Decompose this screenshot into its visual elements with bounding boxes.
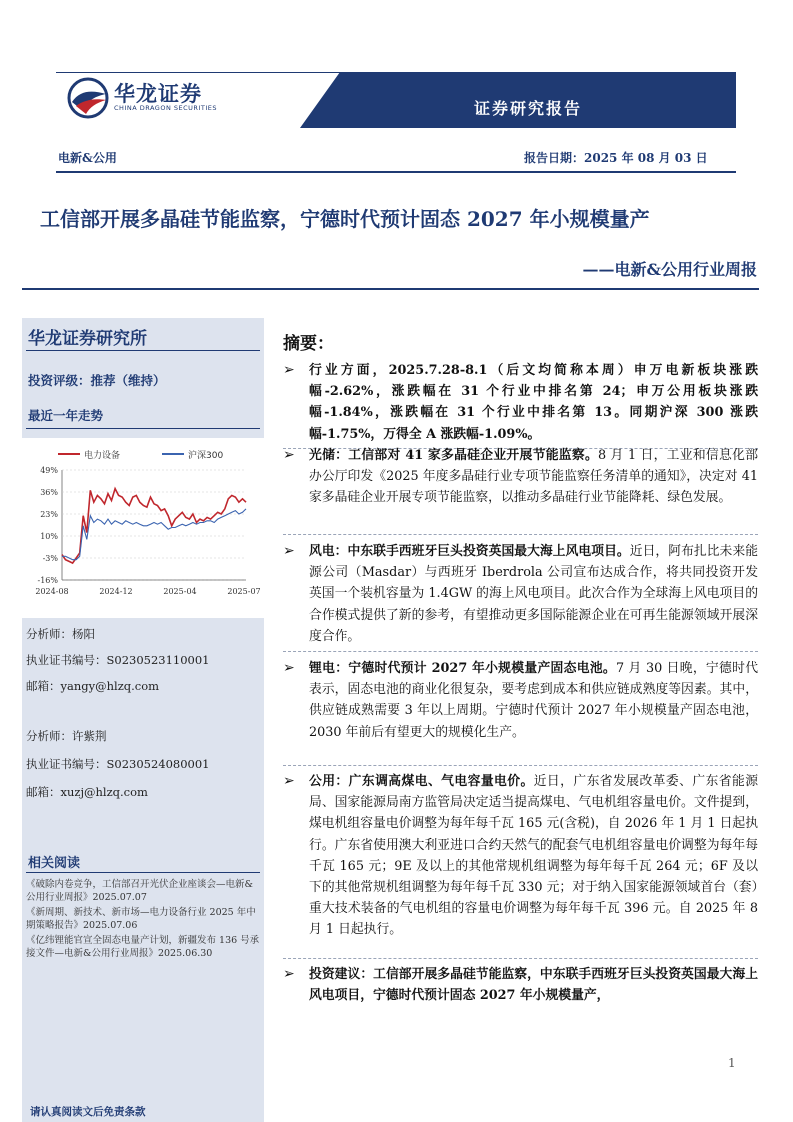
- related-item[interactable]: 《亿纬锂能官宣全固态电量产计划，新疆发布 136 号承接文件—电新&公用行业周报》2025.06.30: [26, 935, 260, 959]
- analyst-1-cert: 执业证书编号：S0230523110001: [26, 653, 210, 667]
- logo-text-cn: 华龙证券: [114, 82, 202, 106]
- report-date: 报告日期：2025 年 08 月 03 日: [524, 151, 708, 165]
- sidebar: [22, 318, 264, 1122]
- summary-item-advice: [309, 964, 758, 1006]
- divider: [283, 651, 758, 652]
- bullet-arrow-icon: ➢: [283, 362, 295, 378]
- y-tick-label: 23%: [40, 510, 58, 519]
- y-tick-label: 10%: [40, 532, 58, 541]
- y-tick-label: -16%: [37, 576, 58, 585]
- company-logo: [66, 76, 236, 120]
- page-number: 1: [728, 1056, 736, 1070]
- related-item[interactable]: 《破除内卷竞争，工信部召开光伏企业座谈会—电新&公用行业周报》2025.07.07: [26, 879, 253, 903]
- header-divider: [56, 171, 736, 173]
- x-tick-label: 2025-04: [163, 587, 197, 596]
- trend-chart: [22, 438, 264, 618]
- summary-item-lead: 风电：中东联手西班牙巨头投资英国最大海上风电项目。: [309, 544, 630, 559]
- summary-item-lead: 光储：工信部对 41 家多晶硅企业开展节能监察。: [309, 448, 599, 463]
- x-tick-label: 2024-12: [99, 587, 133, 596]
- institute-name: 华龙证券研究所: [28, 329, 147, 349]
- summary-item-lead: 公用：广东调高煤电、气电容量电价。: [309, 774, 534, 789]
- rating: 投资评级：推荐（维持）: [28, 373, 166, 388]
- analyst-2-cert: 执业证书编号：S0230524080001: [26, 757, 210, 771]
- summary-heading: 摘要：: [283, 334, 334, 354]
- report-type: 证券研究报告: [474, 99, 583, 118]
- summary-item-pv: [309, 445, 758, 509]
- x-tick-label: 2025-07: [227, 587, 261, 596]
- summary-item-lithium: [309, 658, 758, 743]
- divider: [283, 765, 758, 766]
- sidebar-rule: [26, 350, 260, 351]
- related-reading-title: 相关阅读: [28, 856, 81, 871]
- analyst-2-name: 分析师：许紫荆: [26, 729, 107, 743]
- analyst-2-email[interactable]: 邮箱：xuzj@hlzq.com: [26, 785, 148, 799]
- y-tick-label: 36%: [40, 488, 58, 497]
- analyst-1-name: 分析师：杨阳: [26, 627, 95, 641]
- title-divider: [22, 288, 759, 290]
- y-tick-label: 49%: [40, 466, 58, 475]
- bullet-arrow-icon: ➢: [283, 773, 295, 789]
- summary-item-industry: [309, 360, 758, 445]
- page-subtitle: ——电新&公用行业周报: [582, 260, 757, 279]
- bullet-arrow-icon: ➢: [283, 447, 295, 463]
- bullet-arrow-icon: ➢: [283, 660, 295, 676]
- summary-item-text: 近日，阿布扎比未来能源公司（Masdar）与西班牙 Iberdrola 公司宣布达成合作，将共同投资开发英国一个装机容量为 1.4GW 的海上风电项目。此次合作为全球海上风电项目的合作模式提供了新的参考，有望推动更多国际能源企业在可再生能源领域开展深度合作。: [309, 544, 759, 644]
- dragon-logo-icon: [66, 76, 112, 120]
- summary-item-text: 行业方面，2025.7.28-8.1（后文均简称本周）申万电新板块涨跌幅-2.62%，涨跌幅在 31 个行业中排名第 24；申万公用板块涨跌幅-1.84%，涨跌幅在 31 个行业中排名第 13。同期沪深 300 涨跌幅-1.75%，万得全 A 涨跌幅-1.09%。: [309, 363, 758, 442]
- logo-text-en: CHINA DRAGON SECURITIES: [114, 104, 217, 112]
- divider: [283, 958, 758, 959]
- trend-label: 最近一年走势: [28, 408, 104, 423]
- disclaimer-note[interactable]: 请认真阅读文后免责条款: [30, 1106, 146, 1118]
- sidebar-rule: [26, 872, 260, 873]
- x-tick-label: 2024-08: [35, 587, 69, 596]
- summary-item-text: 8 月 1 日，工业和信息化部办公厅印发《2025 年度多晶硅行业专项节能监察任务清单的通知》，决定对 41 家多晶硅企业开展专项节能监察，以推动多晶硅行业节能降耗、绿色发展。: [309, 448, 758, 506]
- divider: [283, 534, 758, 535]
- summary-item-wind: [309, 541, 758, 647]
- sector-label: 电新&公用: [58, 151, 117, 165]
- summary-item-utility: [309, 771, 758, 941]
- summary-item-lead: 投资建议：工信部开展多晶硅节能监察，中东联手西班牙巨头投资英国最大海上风电项目，宁德时代预计固态 2027 年小规模量产，: [309, 967, 758, 1004]
- bullet-arrow-icon: ➢: [283, 543, 295, 559]
- sidebar-rule: [26, 428, 260, 429]
- bullet-arrow-icon: ➢: [283, 966, 295, 982]
- legend-label-power: 电力设备: [84, 451, 121, 461]
- legend-label-hs300: 沪深300: [188, 451, 224, 461]
- y-tick-label: -3%: [42, 554, 58, 563]
- summary-item-lead: 锂电：宁德时代预计 2027 年小规模量产固态电池。: [309, 661, 617, 676]
- analyst-1-email[interactable]: 邮箱：yangy@hlzq.com: [26, 679, 160, 693]
- summary-item-text: 近日，广东省发展改革委、广东省能源局、国家能源局南方监管局决定适当提高煤电、气电机组容量电价。文件提到，煤电机组容量电价调整为每年每千瓦 165 元(含税)，自 2026 年 1 月 1 日起执行。广东省使用澳大利亚进口合约天然气的配套气电机组容量电价调整为每年每千瓦 165 元；9E 及以上的其他常规机组调整为每年每千瓦 264 元；6F 及以下的其他常规机组调整为每年每千瓦 330 元；对于纳入国家能源领域首台（套）重大技术装备的气电机组的容量电价调整为每年每千瓦 396 元。自 2025 年 8 月 1 日起执行。: [309, 774, 759, 938]
- summary-item-text: 7 月 30 日晚，宁德时代表示，固态电池的商业化很复杂，要考虑到成本和供应链成熟度等因素。其中，供应链成熟需要 3 年以上周期。宁德时代预计 2027 年小规模量产固态电池，2030 年前后有望更大的规模化生产。: [309, 661, 758, 740]
- page-title: 工信部开展多晶硅节能监察，宁德时代预计固态 2027 年小规模量产: [40, 207, 650, 231]
- related-item[interactable]: 《新周期、新技术、新市场—电力设备行业 2025 年中期策略报告》2025.07.06: [26, 907, 256, 931]
